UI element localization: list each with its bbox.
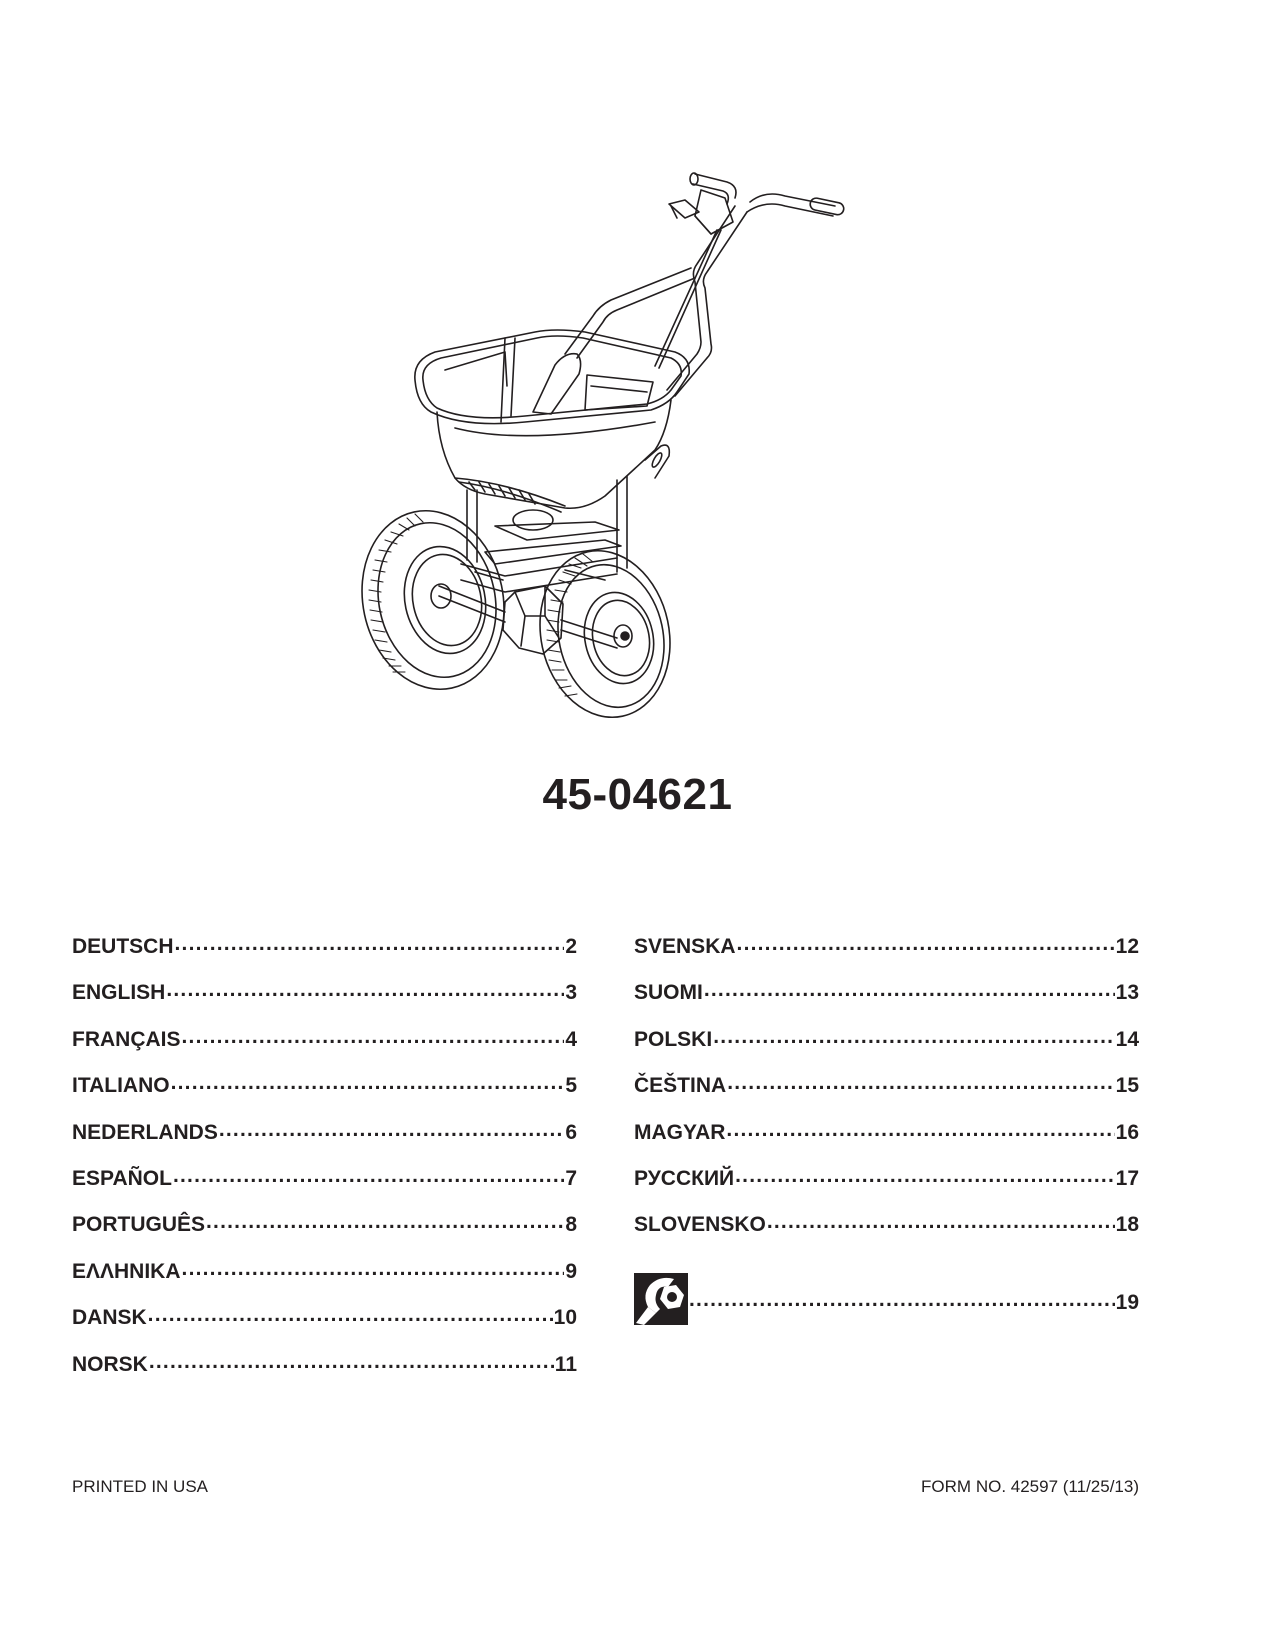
toc-entry-nederlands[interactable]	[72, 1118, 577, 1164]
dot-leader	[713, 1025, 1114, 1046]
toc-label: ČEŠTINA	[634, 1074, 727, 1098]
toc-page-number: 3	[565, 981, 577, 1005]
dot-leader	[182, 1025, 565, 1046]
toc-page-number: 10	[553, 1306, 577, 1330]
dot-leader	[182, 1257, 565, 1278]
toc-entry-italiano[interactable]	[72, 1071, 577, 1117]
toc-page-number: 12	[1115, 935, 1139, 958]
dot-leader	[175, 932, 565, 953]
toc-right-column	[634, 932, 1139, 1314]
toc-page-number: 18	[1115, 1213, 1139, 1237]
toc-label: MAGYAR	[634, 1120, 726, 1144]
dot-leader	[166, 978, 564, 999]
dot-leader	[219, 1118, 564, 1139]
dot-leader	[735, 1164, 1115, 1185]
wrench-icon	[634, 1273, 688, 1325]
toc-entry-cestina[interactable]	[634, 1071, 1139, 1117]
toc-page-number: 8	[565, 1213, 577, 1237]
dot-leader	[689, 1288, 1115, 1309]
toc-page-number: 13	[1115, 981, 1139, 1005]
toc-page-number: 2	[565, 935, 577, 958]
toc-label: ΕΛΛΗΝΙΚΑ	[72, 1259, 181, 1283]
toc-label: SUOMI	[634, 981, 703, 1005]
toc-label: DEUTSCH	[72, 935, 174, 958]
toc-label: РУССКИЙ	[634, 1166, 735, 1190]
toc-page-number: 19	[1115, 1290, 1139, 1314]
toc-page-number: 9	[565, 1259, 577, 1283]
toc-label: ENGLISH	[72, 981, 166, 1005]
dot-leader	[206, 1210, 564, 1231]
toc-page-number: 5	[565, 1074, 577, 1098]
toc-page-number: 14	[1115, 1027, 1139, 1051]
toc-entry-norsk[interactable]	[72, 1350, 577, 1396]
dot-leader	[727, 1071, 1114, 1092]
toc-label: PORTUGUÊS	[72, 1213, 206, 1237]
toc-label: POLSKI	[634, 1027, 713, 1051]
toc-page-number: 11	[554, 1352, 577, 1376]
toc-entry-service-parts[interactable]	[634, 1257, 1139, 1314]
dot-leader	[149, 1350, 554, 1371]
toc-page-number: 4	[565, 1027, 577, 1051]
dot-leader	[767, 1210, 1115, 1231]
toc-label: ITALIANO	[72, 1074, 170, 1098]
toc-page-number: 6	[565, 1120, 577, 1144]
toc-label: SVENSKA	[634, 935, 736, 958]
toc-page-number: 7	[565, 1166, 577, 1190]
toc-label: FRANÇAIS	[72, 1027, 181, 1051]
toc-entry-dansk[interactable]	[72, 1303, 577, 1349]
toc-page-number: 16	[1115, 1120, 1139, 1144]
toc-entry-magyar[interactable]	[634, 1118, 1139, 1164]
toc-page-number: 15	[1115, 1074, 1139, 1098]
model-number: 45-04621	[542, 770, 733, 819]
dot-leader	[726, 1118, 1114, 1139]
toc-label: NEDERLANDS	[72, 1120, 218, 1144]
toc-entry-portugues[interactable]	[72, 1210, 577, 1256]
toc-entry-english[interactable]	[72, 978, 577, 1024]
toc-entry-deutsch[interactable]	[72, 932, 577, 978]
dot-leader	[171, 1071, 565, 1092]
dot-leader	[148, 1303, 553, 1324]
toc-label: DANSK	[72, 1306, 147, 1330]
toc-entry-russkiy[interactable]	[634, 1164, 1139, 1210]
dot-leader	[173, 1164, 564, 1185]
form-number: FORM NO. 42597 (11/25/13)	[921, 1477, 1139, 1496]
toc-entry-espanol[interactable]	[72, 1164, 577, 1210]
printed-in-note: PRINTED IN USA	[72, 1477, 209, 1496]
toc-label: NORSK	[72, 1352, 148, 1376]
toc-page-number: 17	[1115, 1166, 1139, 1190]
toc-label: SLOVENSKO	[634, 1213, 766, 1237]
toc-entry-slovensko[interactable]	[634, 1210, 1139, 1256]
toc-entry-polski[interactable]	[634, 1025, 1139, 1071]
toc-label: ESPAÑOL	[72, 1166, 172, 1190]
toc-entry-svenska[interactable]	[634, 932, 1139, 978]
toc-entry-suomi[interactable]	[634, 978, 1139, 1024]
dot-leader	[704, 978, 1115, 999]
toc-entry-francais[interactable]	[72, 1025, 577, 1071]
dot-leader	[737, 932, 1115, 953]
toc-left-column	[72, 932, 577, 1396]
spreader-illustration	[355, 160, 855, 720]
toc-entry-ellinika[interactable]	[72, 1257, 577, 1303]
